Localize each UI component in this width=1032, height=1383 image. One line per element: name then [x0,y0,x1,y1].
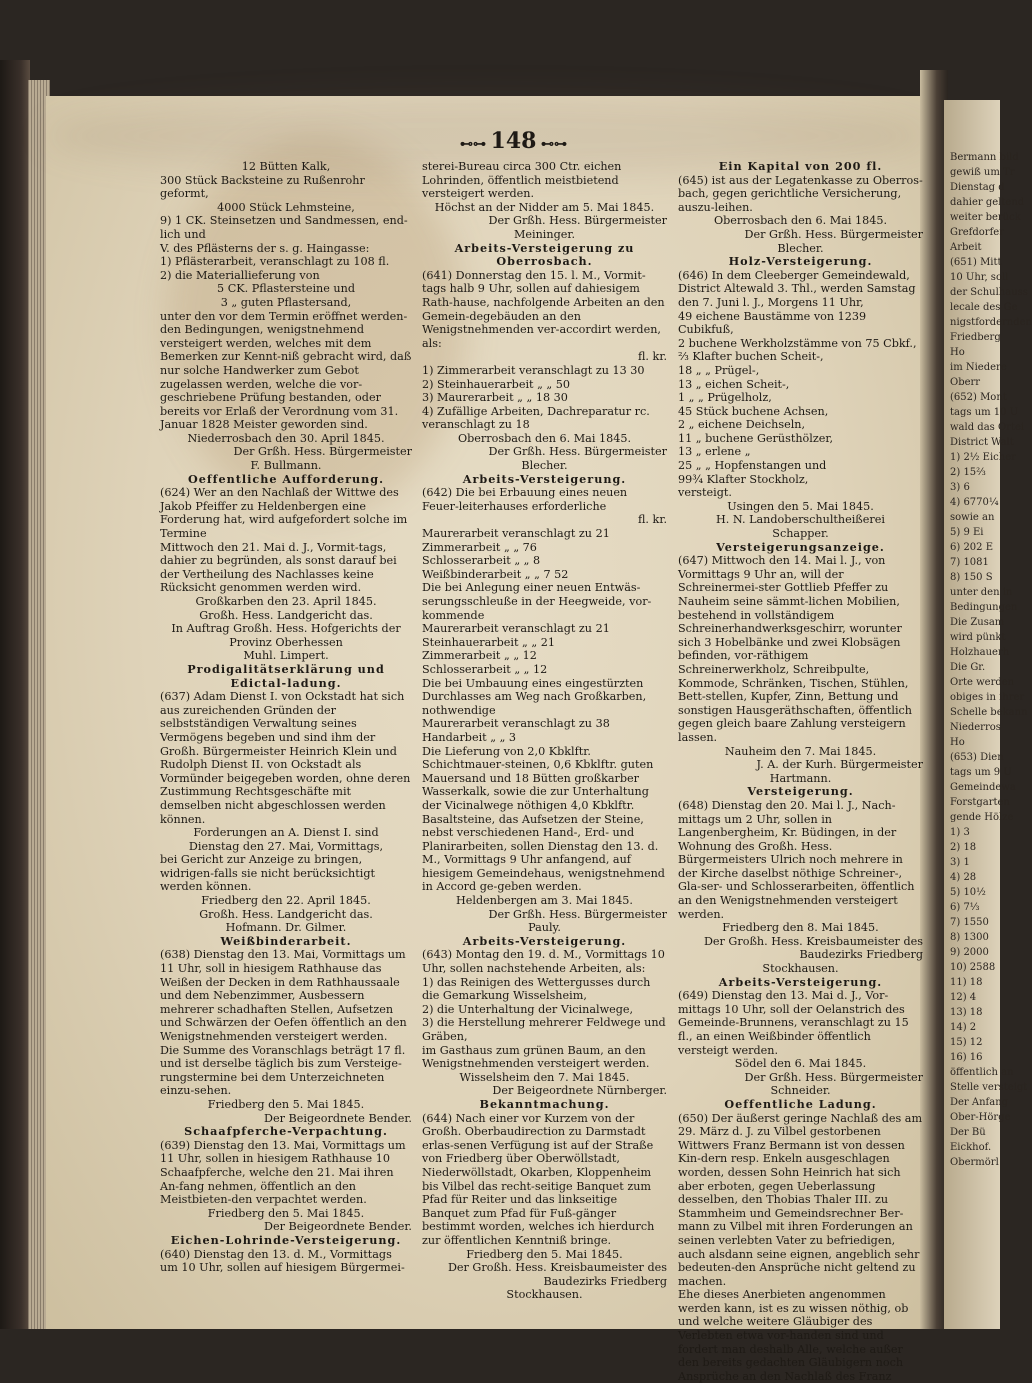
col2-line: im Gasthaus zum grünen Baum, an den Wenigstnehmenden versteigert werden. [422,1043,650,1071]
right-page-fragment: gewiß um Tr [950,167,1015,178]
right-page-fragment: Der Bü [950,1127,986,1138]
right-page-fragment: lecale des Ge [950,302,1018,313]
col3-line: Södel den 6. Mai 1845. [734,1057,867,1071]
col1-line: 12 Bütten Kalk, [241,160,331,173]
right-page-fragment: (653) Dien [950,752,1004,763]
col2-line: Schlosserarbeit „ „ 12 [422,662,548,676]
col1-line: Eichen-Lohrinde-Versteigerung. [170,1232,402,1247]
col2-line: 3) die Herstellung mehrerer Feldwege und Gräben, [422,1016,666,1043]
right-page-fragment: Bedingungen [950,602,1018,613]
col2-line: Oberrosbach den 6. Mai 1845. [457,431,632,445]
col2-line: Maurerarbeit veranschlagt zu 38 [422,717,610,731]
col2-line: 4) Zufällige Arbeiten, Dachreparatur rc. veranschlagt zu 18 [422,404,650,432]
col2-line: Zimmerarbeit „ „ 76 [422,540,537,554]
col1-line: unter den vor dem Termin eröffnet werden-den Bedingungen, wenigstnehmend versteigert werden, welches mit dem Bemerken zur Kennt-niß gebracht wird, daß nur solche Handwerker zum Gebot zugelassen werden, welche die vor-geschriebene Prüfung bestanden, oder bereits vor Erlaß der Verordnung vom 31. Januar 1828 Meister geworden sind. [160,309,412,432]
right-page-fragment: Obermörl [950,1157,999,1168]
right-page-fragment: 4) 6770¼ [950,497,999,508]
col2-line: Stockhausen. [506,1288,583,1302]
col1-line: 3 „ guten Pflastersand, [220,295,352,309]
col1-line: 2) die Materiallieferung von [160,268,320,282]
right-page-fragment: 15) 12 [950,1037,983,1048]
right-page-fragment: 4) 28 [950,872,977,883]
right-page-fragment: 16) 16 [950,1052,983,1063]
right-page-fragment: 10) 2588 [950,962,996,973]
right-page-fragment: gende Hölze [950,812,1014,823]
col2-line: Meininger. [513,227,576,241]
col1-line: 5 CK. Pflastersteine und [217,282,355,296]
right-page-fragment: im Niedere [950,362,1007,373]
col3-line: (649) Dienstag den 13. Mai d. J., Vor-mittags 10 Uhr, soll der Oelanstrich des Gemeinde-Brunnens, veranschlagt zu 15 fl., an einen Weißbinder öffentlich versteigt werden. [678,989,909,1057]
col2-line: Handarbeit „ „ 3 [422,730,517,744]
col1-line: Weißbinderarbeit. [220,933,352,948]
col3-line: ⅔ Klafter buchen Scheit-, [678,350,824,364]
col2-line: 3) Maurerarbeit „ „ 18 30 [422,391,568,405]
col3-line: Usingen den 5. Mai 1845. [727,499,874,513]
right-page-fragment: nigstfordernden [950,317,1032,328]
right-page-fragment: 1) 2½ Eicher [950,452,1016,463]
col3-line: 49 eichene Baustämme von 1239 Cubikfuß, [678,309,867,337]
col1-line: Der Beigeordnete Bender. [264,1220,412,1234]
col3-line: Stockhausen. [762,962,839,976]
col3-line: Ehe dieses Anerbieten angenommen werden kann, ist es zu wissen nöthig, ob und welche weitere Gläubiger des Verlebten etwa vor-handen sind und fordert man deshalb Alle, welche außer den bereits gedachten Gläubigern noch Ansprüche an den Nachlaß des Franz [678,1288,909,1383]
col1-line: Friedberg den 5. Mai 1845. [207,1097,365,1111]
right-page-fragment: 11) 18 [950,977,983,988]
right-page-fragment: Oberr [950,377,981,388]
col3-line: Hartmann. [769,771,832,785]
col3-line: (648) Dienstag den 20. Mai l. J., Nach-mittags um 2 Uhr, sollen in Langenbergheim, Kr. Büdingen, in der Wohnung des Großh. Hess. Bürgermeisters Ulrich noch mehrere in der Kirche daselbst nöthige Schreiner-, Gla-ser- und Schlosserarbeiten, öffentlich an den Wenigstnehmenden versteigert werden. [678,798,915,921]
col3-line: 45 Stück buchene Achsen, [678,404,829,418]
col3-line: 2 „ eichene Deichseln, [678,418,806,432]
right-page-fragment: unter den in [950,587,1013,598]
col3-line: versteigt. [678,486,732,500]
right-page-fragment: 13) 18 [950,1007,983,1018]
col3-line: Versteigerungsanzeige. [716,539,885,554]
right-page-fragment: 2) 18 [950,842,977,853]
col2-line: Weißbinderarbeit „ „ 7 52 [422,567,569,581]
col3-line: 13 „ eichen Scheit-, [678,377,790,391]
col1-line: Die Summe des Voranschlags beträgt 17 fl. und ist derselbe täglich bis zum Versteige-rungstermine bei dem Unterzeichneten einzu-sehen. [160,1043,406,1098]
col3-line: 99¾ Klafter Stockholz, [678,472,809,486]
col2-line: Der Beigeordnete Nürnberger. [492,1084,667,1098]
right-page-fragment: 6) 202 E [950,542,994,553]
right-page-fragment: Die Zusam [950,617,1005,628]
right-page-fragment: sowie an [950,512,995,523]
col3-line: H. N. Landoberschultheißerei [716,513,885,527]
col1-line: Prodigalitätserklärung und Edictal-ladung. [187,661,385,690]
col1-line: 4000 Stück Lehmsteine, [217,200,355,214]
col2-line: Maurerarbeit veranschlagt zu 21 [422,527,610,541]
col2-line: Zimmerarbeit „ „ 12 [422,649,537,663]
col1-line: Großh. Hess. Landgericht das. [199,608,373,622]
right-page-fragment: Friedberg [950,332,1001,343]
right-page-fragment: 3) 1 [950,857,970,868]
right-page-fragment: District Walt [950,437,1014,448]
right-page-fragment: dahier geltend [950,197,1025,208]
col2-line: (643) Montag den 19. d. M., Vormittags 10 Uhr, sollen nachstehende Arbeiten, als: [422,948,665,976]
col1-line: Schaafpferche-Verpachtung. [184,1124,388,1139]
col1-line: Oeffentliche Aufforderung. [188,471,384,486]
book-cover [0,60,30,1329]
right-page-fragment: der Schulhauss [950,287,1028,298]
col2-line: Die bei Umbauung eines eingestürzten Durchlasses am Weg nach Großkarben, nothwendige [422,676,647,717]
col1-line: (624) Wer an den Nachlaß der Wittwe des Jakob Pfeiffer zu Heldenbergen eine Forderung hat, wird aufgefordert solche im Termine [160,486,408,541]
col2-line: Der Großh. Hess. Kreisbaumeister des Baudezirks Friedberg [447,1261,667,1288]
col2-line: (642) Die bei Erbauung eines neuen Feuer-leiterhauses erforderliche [422,486,628,513]
right-page-fragment: Eickhof. [950,1142,992,1153]
col3-line: Arbeits-Versteigerung. [718,974,883,989]
right-page-fragment: obiges in ihrer [950,692,1025,703]
col1-line: Der Grßh. Hess. Bürgermeister [233,445,412,459]
col2-line: Pauly. [528,921,561,935]
right-page-fragment: (652) Mont [950,392,1007,403]
right-page-fragment: (651) Mitt [950,257,1002,268]
col1-line: (637) Adam Dienst I. von Ockstadt hat sich aus zureichenden Gründen der selbstständigen Verwaltung seines Vermögens begeben und sind ihm der Großh. Bürgermeister Heinrich Klein und Rudolph Dienst II. von Ockstadt als Vormünder beigegeben worden, ohne deren Zustimmung Rechtsgeschäfte mit demselben nicht abgeschlossen werden können. [160,690,411,826]
col3-line: Der Grßh. Hess. Bürgermeister [744,227,923,241]
right-page-fragment: Ober-Hörge [950,1112,1011,1123]
right-page-fragment: Stelle versteigt [950,1082,1028,1093]
right-page-fragment: Ho [950,347,965,358]
col1-line: Dienstag den 27. Mai, Vormittags, [188,839,384,853]
right-page-fragment: 7) 1550 [950,917,989,928]
column-3 [678,160,923,1383]
col2-line: Maurerarbeit veranschlagt zu 21 [422,622,610,636]
right-page-fragment: 2) 15⅔ [950,467,986,478]
col1-line: 300 Stück Backsteine zu Rußenrohr geformt, [160,173,365,201]
col1-line: Niederrosbach den 30. April 1845. [187,431,385,445]
col3-line: 2 buchene Werkholzstämme von 75 Cbkf., [678,336,917,350]
col1-line: Großkarben den 23. April 1845. [195,595,377,608]
col1-line: 9) 1 CK. Steinsetzen und Sandmessen, end-lich und [160,214,408,241]
right-page-fragment: Die Gr. [950,662,986,673]
right-page-fragment: 5) 9 Ei [950,527,984,538]
col3-line: Friedberg den 8. Mai 1845. [722,921,879,935]
col1-line: bei Gericht zur Anzeige zu bringen, widrigen-falls sie nicht berücksichtigt werden können. [160,853,375,894]
col1-line: Großh. Hess. Landgericht das. [199,907,373,921]
right-page [944,100,1032,1329]
col3-line: 11 „ buchene Gerüsthölzer, [678,431,834,445]
right-page-fragment: Forstgarten [950,797,1010,808]
col2-line: Steinhauerarbeit „ „ 21 [422,635,555,649]
col1-line: dahier zu begründen, als sonst darauf bei der Vertheilung des Nachlasses keine Rücksicht genommen werden wird. [160,554,397,595]
col3-line: (650) Der äußerst geringe Nachlaß des am 29. März d. J. zu Vilbel gestorbenen Wittwers Franz Bermann ist von dessen Kin-dern resp. Enkeln ausgeschlagen worden, dessen Sohn Heinrich hat sich aber erboten, gegen Ueberlassung desselben, den Thobias Thaler III. zu Stammheim und Gemeindsrechner Ber-mann zu Vilbel mit ihren Forderungen an seinen verlebten Vater zu befriedigen, auch alsdann seine eignen, angeblich sehr bedeuten-den Ansprüche nicht geltend zu machen. [678,1111,923,1288]
right-page-fragment: Bermann bild [950,152,1019,163]
right-page-fragment: 1) 3 [950,827,970,838]
col2-line: 2) Steinhauerarbeit „ „ 50 [422,377,571,391]
col2-line: 1) Zimmerarbeit veranschlagt zu 13 30 [422,363,645,377]
col1-line: Forderungen an A. Dienst I. sind [193,826,379,840]
right-page-fragment: Ho [950,737,965,748]
col2-line: Blecher. [521,459,568,473]
col3-line: Oberrosbach den 6. Mai 1845. [713,214,888,228]
right-page-fragment: Dienstag d [950,182,1005,193]
col1-line: V. des Pflästerns der s. g. Haingasse: [160,241,370,255]
col1-line: Muhl. Limpert. [243,649,329,663]
col2-line: Schlosserarbeit „ „ 8 [422,554,541,568]
col2-line: (641) Donnerstag den 15. l. M., Vormit-tags halb 9 Uhr, sollen auf dahiesigem Rath-hause, nachfolgende Arbeiten an den Gemein-degebäuden an den Wenigstnehmenden ver-accordirt werden, als: [422,268,665,350]
col1-line: Friedberg den 5. Mai 1845. [207,1206,365,1220]
right-page-fragment: Orte werden [950,677,1015,688]
col3-line: Der Großh. Hess. Kreisbaumeister des Baudezirks Friedberg [703,934,923,962]
right-page-fragment: 14) 2 [950,1022,977,1033]
page-number: ⊷⊶ 148 ⊷⊶ [460,128,567,154]
col2-line: 2) die Unterhaltung der Vicinalwege, [422,1002,634,1016]
col3-line: 1 „ „ Prügelholz, [678,391,772,405]
right-page-fragment: 7) 1081 [950,557,989,568]
right-page-fragment: Der Anfang [950,1097,1009,1108]
col2-line: Die Lieferung von 2,0 Kbklftr. Schichtmauer-steinen, 0,6 Kbklftr. guten Mauersand und 18 Bütten großkarber Wasserkalk, sowie die zur Unterhaltung der Vicinalwege nöthigen 4,0 Kbklftr. Basaltsteine, das Aufsetzen der Steine, nebst verschiedenen Hand-, Erd- und Planirarbeiten, sollen Dienstag den 13. d. M., Vormittags 9 Uhr anfangend, auf hiesigem Gemeindehaus, wenigstnehmend in Accord ge-geben werden. [422,744,665,894]
right-page-fragment: 10 Uhr, soll [950,272,1009,283]
col3-line: Nauheim den 7. Mai 1845. [724,744,877,758]
right-page-fragment: 12) 4 [950,992,977,1003]
right-page-fragment: wird pünkt [950,632,1006,643]
col3-line: Der Grßh. Hess. Bürgermeister [744,1070,923,1084]
col1-line: Mittwoch den 21. Mai d. J., Vormit-tags, [160,540,387,554]
col2-line: fl. kr. [637,513,667,527]
col2-line: 1) das Reinigen des Wettergusses durch die Gemarkung Wisselsheim, [422,975,651,1003]
col3-line: Oeffentliche Ladung. [724,1096,877,1111]
col2-line: sterei-Bureau circa 300 Ctr. eichen Lohrinden, öffentlich meistbietend versteigert werden. [422,160,622,201]
col3-line: Schneider. [770,1084,831,1098]
right-page-fragment: Grefdorfer [950,227,1004,238]
col1-line: (640) Dienstag den 13. d. M., Vormittags um 10 Uhr, sollen auf hiesigem Bürgermei- [160,1247,405,1275]
col1-line: Hofmann. Dr. Gilmer. [225,921,347,935]
col2-line: Arbeits-Versteigerung. [462,933,627,948]
col3-line: 13 „ erlene „ [678,445,751,459]
col1-line: 1) Pflästerarbeit, veranschlagt zu 108 fl. [160,255,390,269]
column-1 [160,160,412,1275]
col3-line: 25 „ „ Hopfenstangen und [678,459,827,473]
col1-line: (639) Dienstag den 13. Mai, Vormittags um 11 Uhr, sollen in hiesigem Rathhause 10 Schaafpferche, welche den 21. Mai ihren An-fang nehmen, öffentlich an den Meistbieten-den verpachtet werden. [160,1138,406,1207]
col3-line: J. A. der Kurh. Bürgermeister [756,758,923,772]
col1-line: Der Beigeordnete Bender. [264,1111,412,1125]
right-page-fragment: Niederros [950,722,1001,733]
right-page-fragment: 5) 10½ [950,887,986,898]
col2-line: Der Grßh. Hess. Bürgermeister [488,907,667,921]
right-page-fragment: wald das Ortei [950,422,1025,433]
col3-line: (645) ist aus der Legatenkasse zu Oberros-bach, gegen gerichtliche Versicherung, auszu-leihen. [678,173,923,214]
right-page-fragment: tags um 10 U [950,407,1019,418]
column-2 [422,160,667,1302]
col2-line: Arbeits-Versteigerung. [462,471,627,486]
col1-line: (638) Dienstag den 13. Mai, Vormittags um 11 Uhr, soll in hiesigem Rathhause das Weißen der Decken in dem Rathhaussaale und dem Nebenzimmer, Ausbessern mehrerer schadhaften Stellen, Aufsetzen und Schwärzen der Oefen öffentlich an den Wenigstnehmenden versteigert werden. [160,948,407,1043]
right-page-fragment: 8) 150 S [950,572,993,583]
col2-line: Der Grßh. Hess. Bürgermeister [488,214,667,228]
col2-line: Friedberg den 5. Mai 1845. [466,1247,623,1261]
col2-line: Der Grßh. Hess. Bürgermeister [488,445,667,459]
col2-line: Heldenbergen am 3. Mai 1845. [456,894,633,908]
col3-line: Holz-Versteigerung. [728,254,873,269]
col2-line: Höchst an der Nidder am 5. Mai 1845. [434,200,655,214]
col3-line: Ein Kapital von 200 fl. [718,159,883,173]
col1-line: Friedberg den 22. April 1845. [201,894,371,908]
right-page-fragment: tags um 9 U [950,767,1012,778]
right-page-fragment: Schelle bekann [950,707,1028,718]
col2-line: Arbeits-Versteigerung zu Oberrosbach. [454,240,635,269]
col3-line: (647) Mittwoch den 14. Mai l. J., von Vormittags 9 Uhr an, will der Schreinermei-ster Gottlieb Pfeffer zu Nauheim seine sämmt-lichen Mobilien, bestehend in vollständigem Schreinerhandwerksgeschirr, worunter sich 3 Hobelbänke und zwei Klobsägen befinden, vor-räthigem Schreinerwerkholz, Schreibpulte, Kommode, Schränken, Tischen, Stühlen, Bett-stellen, Kupfer, Zinn, Bettung und sonstigen Hausgeräthschaften, öffentlich gegen gleich baare Zahlung versteigern lassen. [678,554,913,744]
col3-line: (646) In dem Cleeberger Gemeindewald, District Altewald 3. Thl., werden Samstag den 7. Juni l. J., Morgens 11 Uhr, [678,268,916,309]
col1-line: In Auftrag Großh. Hess. Hofgerichts der Provinz Oberhessen [171,622,401,649]
right-page-fragment: weiter berück [950,212,1021,223]
col3-line: Schapper. [772,527,829,541]
col3-line: 18 „ „ Prügel-, [678,363,760,377]
right-page-fragment: Arbeit [950,242,982,253]
right-page-fragment: 8) 1300 [950,932,989,943]
right-page-fragment: 3) 6 [950,482,970,493]
right-page-fragment: Gemeindewa [950,782,1016,793]
col2-line: Die bei Anlegung einer neuen Entwäs-serungsschleuße in der Heegweide, vor-kommende [422,581,652,622]
col1-line: F. Bullmann. [250,459,322,473]
right-page-fragment: Holzhauerh [950,647,1010,658]
right-page-fragment: 6) 7⅓ [950,902,980,913]
col2-line: Bekanntmachung. [479,1096,610,1111]
right-page-fragment: öffentlich an [950,1067,1014,1078]
right-page-fragment: 9) 2000 [950,947,989,958]
col2-line: Wisselsheim den 7. Mai 1845. [459,1070,630,1084]
col2-line: fl. kr. [637,350,667,364]
col3-line: Versteigerung. [747,784,854,799]
col2-line: (644) Nach einer vor Kurzem von der Großh. Oberbaudirection zu Darmstadt erlas-senen Verfügung ist auf der Straße von Friedberg über Oberwöllstadt, Niederwöllstadt, Okarben, Kloppenheim bis Vilbel das recht-seitige Banquet zum Pfad für Reiter und das linkseitige Banquet zum Pfad für Fuß-gänger bestimmt worden, welches ich hierdurch zur öffentlichen Kenntniß bringe. [422,1111,655,1247]
col3-line: Blecher. [777,241,824,255]
